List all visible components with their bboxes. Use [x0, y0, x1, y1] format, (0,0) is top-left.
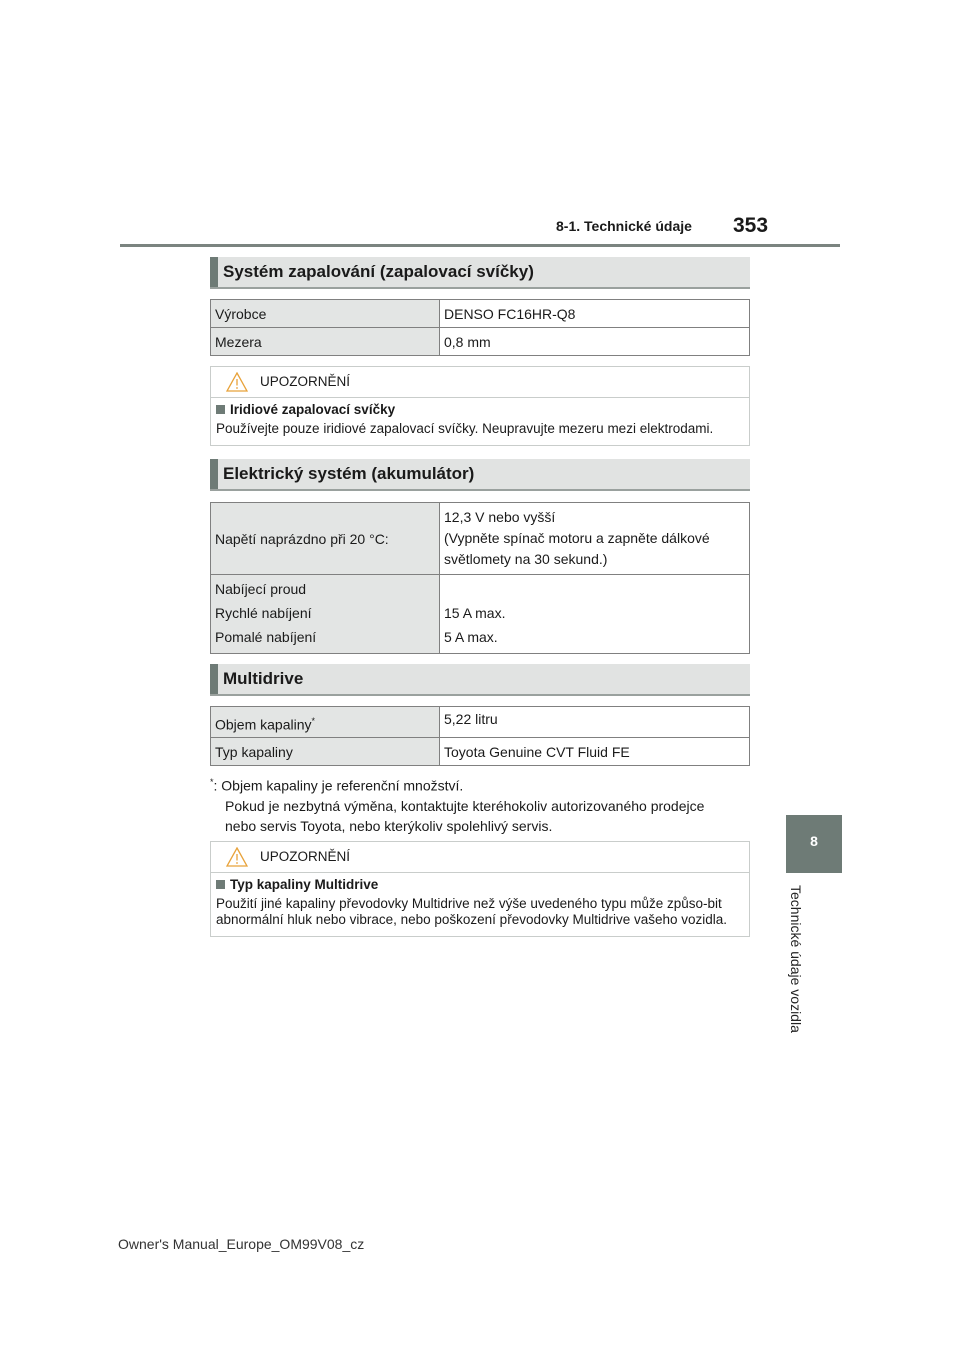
caution-subtitle-text: Typ kapaliny Multidrive	[230, 877, 379, 892]
row-value: Toyota Genuine CVT Fluid FE	[440, 738, 750, 766]
row-value: 5,22 litru	[440, 707, 750, 738]
section-title-text: Elektrický systém (akumulátor)	[223, 464, 475, 483]
header-divider	[120, 244, 840, 247]
caution-text: Používejte pouze iridiové zapalovací svíčky. Neupravujte mezeru mezi elektrodami.	[216, 421, 714, 436]
charge-label: Rychlé nabíjení	[215, 605, 312, 621]
caution-header	[211, 367, 749, 398]
section-accent-bar	[210, 664, 218, 694]
table-row	[211, 300, 750, 328]
caution-subtitle	[216, 877, 744, 892]
footnote-mark: *	[311, 716, 316, 727]
warning-triangle-icon	[226, 372, 248, 392]
table-row	[211, 328, 750, 356]
footer-manual-id: Owner's Manual_Europe_OM99V08_cz	[118, 1236, 365, 1252]
caution-box-multidrive	[210, 841, 750, 937]
section-title-ignition	[210, 257, 750, 289]
footnote-line	[210, 772, 704, 796]
square-bullet-icon	[216, 880, 225, 889]
charge-label: Nabíjecí proud	[215, 581, 307, 597]
square-bullet-icon	[216, 405, 225, 414]
row-label	[211, 575, 440, 654]
ignition-table	[210, 299, 750, 356]
charge-value	[444, 577, 745, 601]
table-row	[211, 503, 750, 575]
charge-label: Pomalé nabíjení	[215, 629, 317, 645]
caution-heading: UPOZORNĚNÍ	[260, 849, 351, 864]
table-row	[211, 738, 750, 766]
row-value	[440, 575, 750, 654]
table-row	[211, 575, 750, 654]
voltage-line: 12,3 V nebo vyšší	[444, 509, 556, 525]
section-title-text: Systém zapalování (zapalovací svíčky)	[223, 262, 534, 281]
footnote	[210, 772, 704, 836]
footnote-text: : Objem kapaliny je referenční množství.	[213, 777, 464, 794]
row-value: DENSO FC16HR-Q8	[440, 300, 750, 328]
row-label: Typ kapaliny	[211, 738, 440, 766]
section-title-electrical	[210, 459, 750, 491]
page-number: 353	[733, 214, 769, 237]
section-header: 8-1. Technické údaje	[556, 218, 692, 234]
caution-heading: UPOZORNĚNÍ	[260, 374, 351, 389]
caution-subtitle	[216, 402, 744, 417]
charge-value: 15 A max.	[444, 605, 506, 621]
row-label: Mezera	[211, 328, 440, 356]
section-accent-bar	[210, 459, 218, 489]
chapter-title-vertical	[786, 885, 806, 1065]
caution-body	[211, 398, 749, 445]
table-row	[211, 707, 750, 738]
voltage-line: světlomety na 30 sekund.)	[444, 551, 608, 567]
multidrive-table	[210, 706, 750, 766]
caution-header	[211, 842, 749, 873]
section-title-multidrive	[210, 664, 750, 696]
caution-box-spark-plugs	[210, 366, 750, 446]
footnote-mark: *	[210, 777, 214, 787]
caution-body	[211, 873, 749, 936]
row-label: Napětí naprázdno při 20 °C:	[211, 503, 440, 575]
chapter-tab	[786, 815, 842, 873]
capacity-label: Objem kapaliny	[215, 717, 312, 733]
section-accent-bar	[210, 257, 218, 287]
voltage-line: (Vypněte spínač motoru a zapněte dálkové	[444, 530, 710, 546]
footnote-line: Pokud je nezbytná výměna, kontaktujte kteréhokoliv autorizovaného prodejce	[225, 797, 705, 814]
row-label	[211, 707, 440, 738]
chapter-title: Technické údaje vozidla	[788, 885, 804, 1033]
caution-text: Použití jiné kapaliny převodovky Multidrive než výše uvedeného typu může způso-bit abnormální hluk nebo vibrace, nebo poškození převodovky Multidrive vašeho vozidla.	[216, 896, 728, 927]
caution-subtitle-text: Iridiové zapalovací svíčky	[230, 402, 396, 417]
electrical-table	[210, 502, 750, 654]
row-label: Výrobce	[211, 300, 440, 328]
footnote-line: nebo servis Toyota, nebo kterýkoliv spolehlivý servis.	[225, 817, 553, 834]
row-value	[440, 503, 750, 575]
chapter-number: 8	[810, 833, 818, 849]
row-value: 0,8 mm	[440, 328, 750, 356]
section-title-text: Multidrive	[223, 669, 304, 688]
charge-value: 5 A max.	[444, 629, 498, 645]
warning-triangle-icon	[226, 847, 248, 867]
